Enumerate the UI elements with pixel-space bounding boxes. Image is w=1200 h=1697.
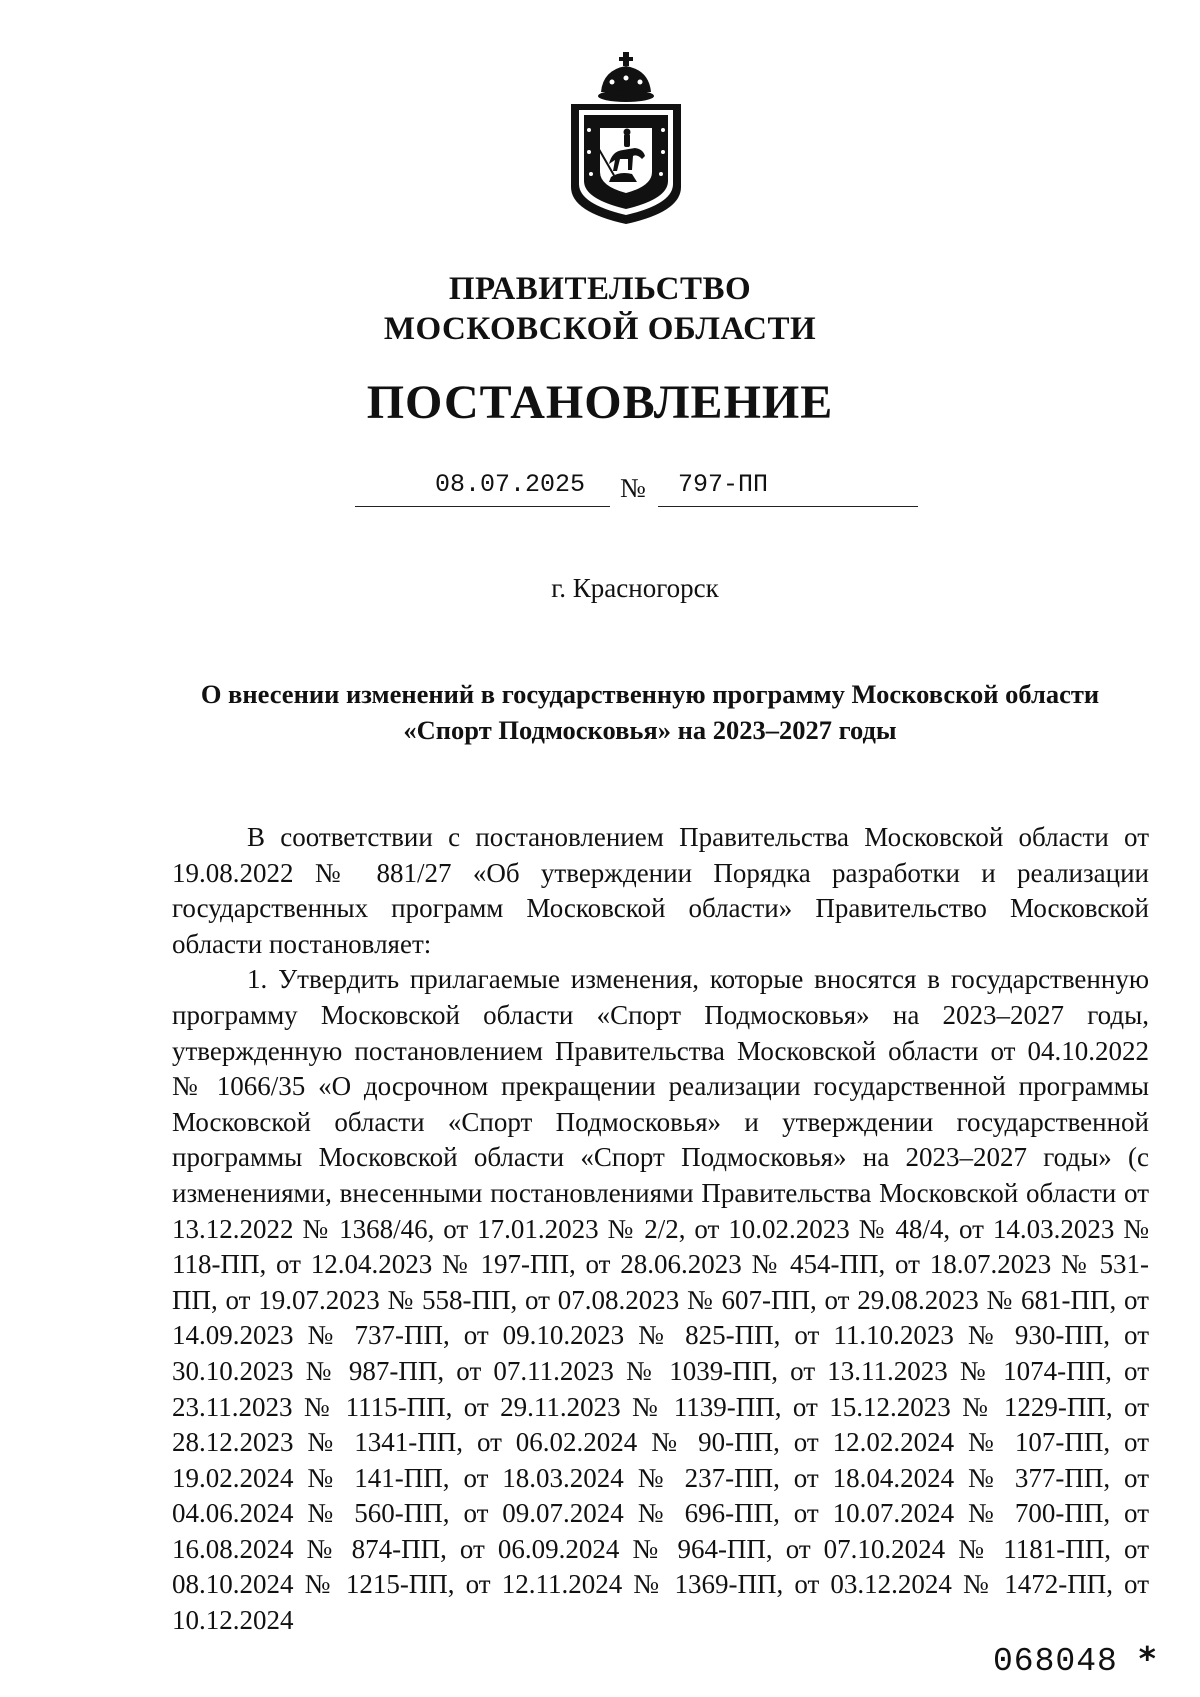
document-body — [172, 820, 1149, 1639]
registration-date: 08.07.2025 — [435, 470, 586, 499]
subject-line1: О внесении изменений в государственную программу Московской области — [200, 679, 1100, 709]
serial-stamp — [993, 1640, 1173, 1681]
government-name-line1: ПРАВИТЕЛЬСТВО — [448, 271, 752, 307]
city-name: г. Красногорск — [551, 573, 719, 603]
serial-number: 068048 — [993, 1643, 1118, 1680]
registration-date-field — [355, 470, 610, 507]
registration-number: 797-ПП — [678, 470, 769, 499]
document-subject — [140, 676, 1160, 748]
government-name-line2: МОСКОВСКОЙ ОБЛАСТИ — [383, 311, 817, 347]
preamble-paragraph: В соответствии с постановлением Правительства Московской области от 19.08.2022 № 881/27 «Об утверждении Порядка разработки и реализации государственных программ Московской области» Правительство Московской области постановляет: — [172, 822, 1149, 959]
asterisk-mark: * — [1138, 1639, 1157, 1678]
registration-number-field — [658, 470, 918, 507]
item-1-paragraph: 1. Утвердить прилагаемые изменения, которые вносятся в государственную программу Московской области «Спорт Подмосковья» на 2023–2027 годы, утвержденную постановлением Правительства Московской области от 04.10.2022 № 1066/35 «О досрочном прекращении реализации государственной программы Московской области «Спорт Подмосковья» и утверждении государственной программы Московской области «Спорт Подмосковья» на 2023–2027 годы» (с изменениями, внесенными постановлениями Правительства Московской области от 13.12.2022 № 1368/46, от 17.01.2023 № 2/2, от 10.02.2023 № 48/4, от 14.03.2023 № 118-ПП, от 12.04.2023 № 197-ПП, от 28.06.2023 № 454-ПП, от 18.07.2023 № 531-ПП, от 19.07.2023 № 558-ПП, от 07.08.2023 № 607-ПП, от 29.08.2023 № 681-ПП, от 14.09.2023 № 737-ПП, от 09.10.2023 № 825-ПП, от 11.10.2023 № 930-ПП, от 30.10.2023 № 987-ПП, от 07.11.2023 № 1039-ПП, от 13.11.2023 № 1074-ПП, от 23.11.2023 № 1115-ПП, от 29.11.2023 № 1139-ПП, от 15.12.2023 № 1229-ПП, от 28.12.2023 № 1341-ПП, от 06.02.2024 № 90-ПП, от 12.02.2024 № 107-ПП, от 19.02.2024 № 141-ПП, от 18.03.2024 № 237-ПП, от 18.04.2024 № 377-ПП, от 04.06.2024 № 560-ПП, от 09.07.2024 № 696-ПП, от 10.07.2024 № 700-ПП, от 16.08.2024 № 874-ПП, от 06.09.2024 № 964-ПП, от 07.10.2024 № 1181-ПП, от 08.10.2024 № 1215-ПП, от 12.11.2024 № 1369-ПП, от 03.12.2024 № 1472-ПП, от 10.12.2024 — [172, 964, 1149, 1636]
document-type-title: ПОСТАНОВЛЕНИЕ — [366, 376, 834, 429]
coat-of-arms-icon — [565, 52, 687, 227]
subject-line2: «Спорт Подмосковья» на 2023–2027 годы — [403, 715, 897, 745]
number-sign: № — [620, 473, 646, 503]
